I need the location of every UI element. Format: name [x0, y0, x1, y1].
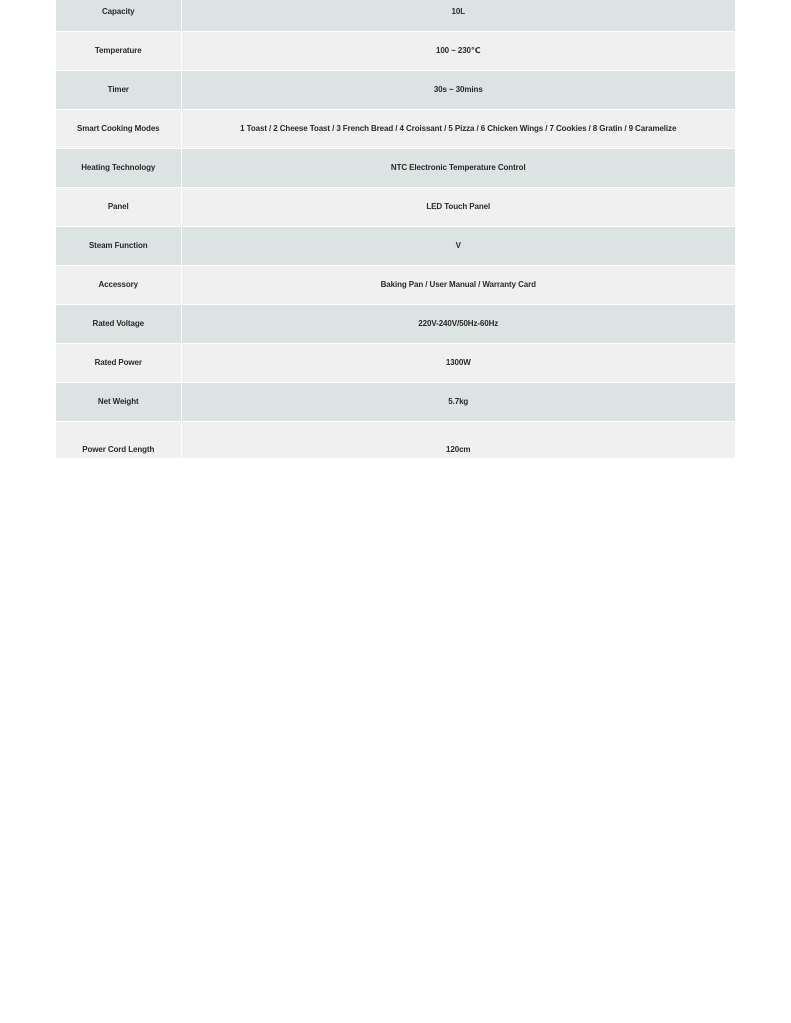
- spec-row-heating-technology: [56, 148, 735, 187]
- spec-row-rated-voltage: [56, 304, 735, 343]
- spec-label: Rated Power: [56, 343, 181, 382]
- spec-label: Heating Technology: [56, 148, 181, 187]
- spec-value: LED Touch Panel: [181, 187, 735, 226]
- spec-row-timer: [56, 70, 735, 109]
- spec-label: Rated Voltage: [56, 304, 181, 343]
- spec-row-net-weight: [56, 382, 735, 421]
- spec-row-accessory: [56, 265, 735, 304]
- spec-value: Baking Pan / User Manual / Warranty Card: [181, 265, 735, 304]
- spec-value: 220V-240V/50Hz-60Hz: [181, 304, 735, 343]
- spec-row-steam-function: [56, 226, 735, 265]
- spec-value: 10L: [181, 0, 735, 31]
- spec-value: V: [181, 226, 735, 265]
- spec-row-smart-cooking-modes: [56, 109, 735, 148]
- spec-value: 5.7kg: [181, 382, 735, 421]
- spec-label: Temperature: [56, 31, 181, 70]
- spec-value: 120cm: [181, 421, 735, 458]
- spec-row-power-cord-length: [56, 421, 735, 458]
- spec-value: 1 Toast / 2 Cheese Toast / 3 French Bread / 4 Croissant / 5 Pizza / 6 Chicken Wings / 7 Cookies / 8 Gratin / 9 Caramelize: [181, 109, 735, 148]
- spec-label: Net Weight: [56, 382, 181, 421]
- spec-label: Timer: [56, 70, 181, 109]
- spec-row-rated-power: [56, 343, 735, 382]
- spec-row-capacity: [56, 0, 735, 31]
- spec-label: Steam Function: [56, 226, 181, 265]
- spec-row-temperature: [56, 31, 735, 70]
- spec-row-panel: [56, 187, 735, 226]
- spec-label: Power Cord Length: [56, 421, 181, 458]
- spec-table: [56, 0, 735, 458]
- spec-label: Accessory: [56, 265, 181, 304]
- spec-value: 1300W: [181, 343, 735, 382]
- spec-label: Panel: [56, 187, 181, 226]
- spec-value: 30s ~ 30mins: [181, 70, 735, 109]
- spec-value: 100 ~ 230℃: [181, 31, 735, 70]
- spec-label: Smart Cooking Modes: [56, 109, 181, 148]
- spec-label: Capacity: [56, 0, 181, 31]
- spec-value: NTC Electronic Temperature Control: [181, 148, 735, 187]
